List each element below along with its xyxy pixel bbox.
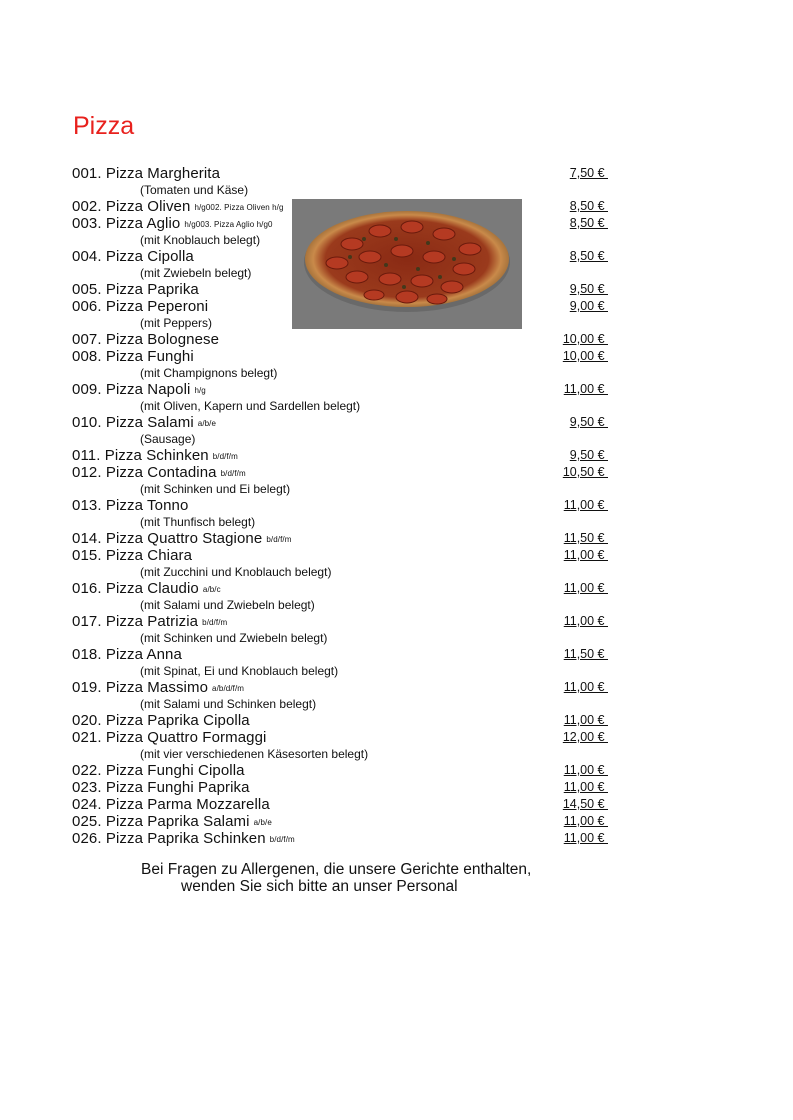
menu-item-name <box>72 165 220 182</box>
menu-item <box>72 580 608 597</box>
menu-item-price: 11,50 € <box>563 531 608 545</box>
menu-item-description: (mit Peppers) <box>140 316 213 330</box>
menu-item-name <box>72 447 238 465</box>
menu-item-allergens: a/b/d/f/m <box>212 684 245 693</box>
menu-item-title: 022. Pizza Funghi Cipolla <box>72 762 245 779</box>
menu-item <box>72 497 608 514</box>
menu-item-price: 10,00 € <box>562 332 608 346</box>
menu-item-name <box>72 580 221 598</box>
menu-item-title: 017. Pizza Patrizia <box>72 613 199 630</box>
menu-item <box>72 331 608 348</box>
menu-item-title: 008. Pizza Funghi <box>72 348 194 365</box>
menu-item <box>72 348 608 365</box>
menu-item-name <box>72 796 270 813</box>
menu-item-name <box>72 331 219 348</box>
menu-item-description: (mit Zucchini und Knoblauch belegt) <box>140 565 332 579</box>
menu-item-price: 11,00 € <box>563 763 608 777</box>
menu-item-name <box>72 613 227 631</box>
menu-item-name <box>72 198 284 216</box>
menu-item-name <box>72 813 272 831</box>
menu-item-description: (Sausage) <box>140 432 196 446</box>
menu-item <box>72 679 608 696</box>
menu-item-title: 014. Pizza Quattro Stagione <box>72 530 263 547</box>
menu-item-title: 025. Pizza Paprika Salami <box>72 813 250 830</box>
menu-item-price: 11,00 € <box>563 498 608 512</box>
menu-item-price: 11,00 € <box>563 614 608 628</box>
menu-item-name <box>72 762 245 779</box>
menu-item-title: 023. Pizza Funghi Paprika <box>72 779 250 796</box>
menu-item-allergens: h/g002. Pizza Oliven h/g <box>194 203 284 212</box>
menu-item-price: 8,50 € <box>569 199 608 213</box>
menu-item-price: 10,00 € <box>562 349 608 363</box>
menu-item-description: (mit Champignons belegt) <box>140 366 278 380</box>
allergen-notice <box>141 861 531 895</box>
menu-item-name <box>72 830 295 848</box>
menu-item-price: 11,00 € <box>563 780 608 794</box>
menu-item-title: 005. Pizza Paprika <box>72 281 199 298</box>
menu-item-price: 7,50 € <box>569 166 608 180</box>
menu-item <box>72 729 608 746</box>
menu-item-price: 11,00 € <box>563 382 608 396</box>
menu-item <box>72 762 608 779</box>
menu-item-title: 010. Pizza Salami <box>72 414 194 431</box>
menu-item-title: 002. Pizza Oliven <box>72 198 191 215</box>
menu-item-allergens: b/d/f/m <box>266 535 292 544</box>
menu-item-title: 018. Pizza Anna <box>72 646 182 663</box>
menu-item-title: 011. Pizza Schinken <box>72 447 209 464</box>
menu-item-description: (mit Thunfisch belegt) <box>140 515 256 529</box>
menu-item <box>72 464 608 481</box>
menu-item-name <box>72 464 246 482</box>
menu-item-name <box>72 679 244 697</box>
menu-item <box>72 414 608 431</box>
menu-item <box>72 813 608 830</box>
menu-item <box>72 796 608 813</box>
menu-item-description: (mit Schinken und Ei belegt) <box>140 482 291 496</box>
menu-item-price: 10,50 € <box>562 465 608 479</box>
menu-item-allergens: h/g <box>194 386 206 395</box>
menu-item-description: (mit Schinken und Zwiebeln belegt) <box>140 631 328 645</box>
menu-item <box>72 447 608 464</box>
menu-item-price: 11,00 € <box>563 680 608 694</box>
menu-item-description: (mit vier verschiedenen Käsesorten belegt) <box>140 747 369 761</box>
menu-item-title: 015. Pizza Chiara <box>72 547 193 564</box>
menu-item-price: 9,00 € <box>569 299 608 313</box>
menu-item-name <box>72 381 206 399</box>
menu-item-price: 9,50 € <box>569 448 608 462</box>
menu-item-price: 11,00 € <box>563 548 608 562</box>
menu-item-name <box>72 281 199 298</box>
menu-item-name <box>72 248 194 265</box>
menu-item-price: 8,50 € <box>569 216 608 230</box>
menu-item-name <box>72 646 182 663</box>
menu-item-price: 12,00 € <box>562 730 608 744</box>
menu-item-title: 006. Pizza Peperoni <box>72 298 209 315</box>
menu-item <box>72 530 608 547</box>
menu-item-title: 021. Pizza Quattro Formaggi <box>72 729 267 746</box>
menu-item-allergens: b/d/f/m <box>220 469 246 478</box>
menu-item-title: 024. Pizza Parma Mozzarella <box>72 796 270 813</box>
menu-item-name <box>72 712 250 729</box>
menu-item-title: 013. Pizza Tonno <box>72 497 189 514</box>
menu-item-title: 019. Pizza Massimo <box>72 679 209 696</box>
menu-item-price: 9,50 € <box>569 282 608 296</box>
menu-item-allergens: a/b/e <box>253 818 272 827</box>
menu-item-allergens: a/b/c <box>202 585 221 594</box>
menu-item-price: 9,50 € <box>569 415 608 429</box>
allergen-notice-line1: Bei Fragen zu Allergenen, die unsere Gerichte enthalten, <box>141 861 532 878</box>
menu-item-price: 8,50 € <box>569 249 608 263</box>
menu-item-name <box>72 779 250 796</box>
menu-item <box>72 712 608 729</box>
pizza-photo <box>292 199 522 329</box>
menu-item-title: 020. Pizza Paprika Cipolla <box>72 712 250 729</box>
menu-item-allergens: b/d/f/m <box>269 835 295 844</box>
menu-item-allergens: b/d/f/m <box>202 618 228 627</box>
menu-item-name <box>72 348 194 365</box>
menu-item-description: (mit Salami und Zwiebeln belegt) <box>140 598 315 612</box>
menu-item-description: (mit Spinat, Ei und Knoblauch belegt) <box>140 664 339 678</box>
menu-item-title: 009. Pizza Napoli <box>72 381 191 398</box>
menu-item-description: (mit Oliven, Kapern und Sardellen belegt) <box>140 399 361 413</box>
menu-item-name <box>72 298 208 315</box>
menu-item-price: 11,00 € <box>563 831 608 845</box>
menu-item-name <box>72 729 266 746</box>
menu-item <box>72 613 608 630</box>
menu-item-description: (mit Knoblauch belegt) <box>140 233 261 247</box>
menu-item-title: 016. Pizza Claudio <box>72 580 199 597</box>
menu-item-title: 001. Pizza Margherita <box>72 165 221 182</box>
menu-item <box>72 165 608 182</box>
menu-item-title: 007. Pizza Bolognese <box>72 331 220 348</box>
menu-item-allergens: b/d/f/m <box>212 452 238 461</box>
menu-item-price: 11,00 € <box>563 713 608 727</box>
menu-item-title: 026. Pizza Paprika Schinken <box>72 830 266 847</box>
menu-item-allergens: h/g003. Pizza Aglio h/g0 <box>184 220 273 229</box>
menu-item <box>72 646 608 663</box>
menu-item-allergens: a/b/e <box>197 419 217 428</box>
menu-item <box>72 830 608 847</box>
menu-item <box>72 381 608 398</box>
allergen-notice-line2: wenden Sie sich bitte an unser Personal <box>181 878 458 895</box>
menu-item-description: (mit Salami und Schinken belegt) <box>140 697 317 711</box>
menu-item-price: 14,50 € <box>562 797 608 811</box>
menu-item-title: 004. Pizza Cipolla <box>72 248 194 265</box>
menu-item-name <box>72 530 291 548</box>
menu-item-name <box>72 414 216 432</box>
menu-item-description: (Tomaten und Käse) <box>140 183 249 197</box>
page-title: Pizza <box>73 112 135 140</box>
menu-item-name <box>72 497 188 514</box>
menu-item-price: 11,00 € <box>563 814 608 828</box>
menu-item-name <box>72 547 192 564</box>
menu-item-title: 012. Pizza Contadina <box>72 464 217 481</box>
menu-item-name <box>72 215 273 233</box>
menu-item <box>72 779 608 796</box>
menu-item-description: (mit Zwiebeln belegt) <box>140 266 252 280</box>
menu-item-price: 11,00 € <box>563 581 608 595</box>
menu-item-price: 11,50 € <box>563 647 608 661</box>
menu-item <box>72 547 608 564</box>
menu-item-title: 003. Pizza Aglio <box>72 215 181 232</box>
